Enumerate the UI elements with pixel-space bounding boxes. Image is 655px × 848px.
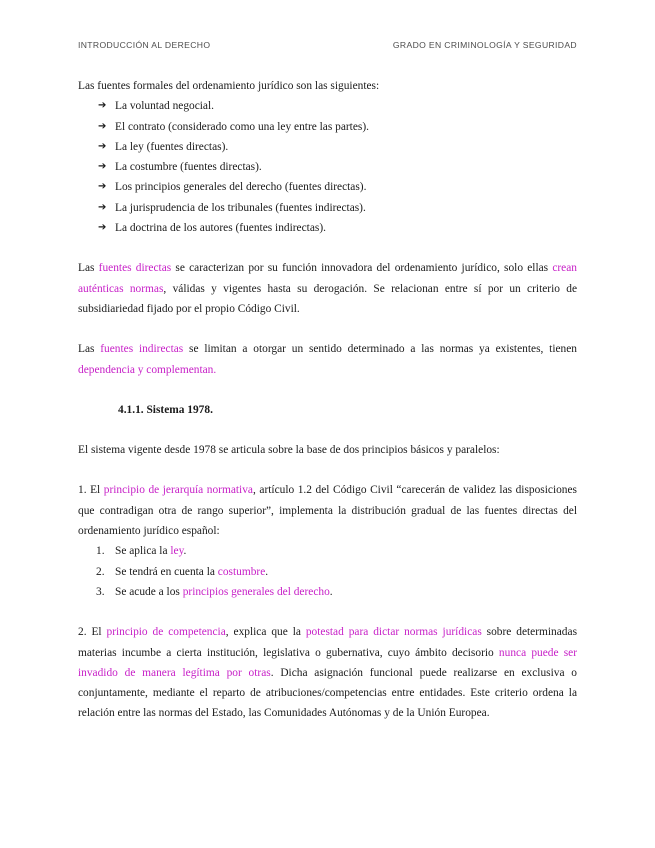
- highlight-term: principios generales del derecho: [182, 585, 330, 598]
- header-degree-title: GRADO EN CRIMINOLOGÍA Y SEGURIDAD: [392, 40, 577, 50]
- highlight-term: ley: [170, 545, 184, 558]
- highlight-term: crean auténticas normas: [78, 262, 577, 295]
- system-intro: El sistema vigente desde 1978 se articula sobre la base de dos principios básicos y paralelos:: [78, 444, 500, 457]
- list-item: 3. Se acude a los principios generales del derecho.: [96, 585, 333, 598]
- arrow-right-icon: ➔: [98, 181, 107, 193]
- sources-intro: Las fuentes formales del ordenamiento jurídico son las siguientes:: [78, 80, 380, 92]
- document-body: [78, 76, 577, 724]
- spacer: [78, 238, 577, 258]
- spacer: [78, 602, 577, 622]
- hierarchy-list: [78, 541, 577, 602]
- highlight-term: costumbre: [217, 565, 266, 578]
- highlight-term: dependencia y complementan.: [78, 363, 217, 376]
- highlight-term: fuentes directas: [98, 262, 172, 275]
- sources-list: [78, 96, 577, 238]
- spacer: [78, 460, 577, 480]
- highlight-term: fuentes indirectas: [100, 343, 184, 356]
- competence-principle-paragraph: 2. El principio de competencia, explica que la potestad para dictar normas jurídicas sobre determinadas materias incumbe a cierta institución, legislativa o gubernativa, cuyo ámbito decisorio nunca puede ser invadido de manera legítima por otras. Dicha asignación funcional puede realizarse en exclusiva o conjuntamente, mediante el reparto de atribuciones/competencias entre entidades. Este criterio ordena la relación entre las normas del Estado, las Comunidades Autónomas y de la Unión Europea.: [78, 626, 577, 720]
- spacer: [78, 420, 577, 440]
- hierarchy-principle-paragraph: 1. El principio de jerarquía normativa, artículo 1.2 del Código Civil “carecerán de validez las disposiciones que contradigan otra de rango superior”, implementa la distribución gradual de las fuentes directas del ordenamiento jurídico español:: [78, 484, 577, 538]
- header-course-title: INTRODUCCIÓN AL DERECHO: [78, 40, 211, 50]
- list-item: ➔ Los principios generales del derecho (fuentes directas).: [98, 177, 577, 197]
- arrow-right-icon: ➔: [98, 201, 107, 213]
- highlight-term: principio de jerarquía normativa: [103, 484, 253, 497]
- indirect-sources-paragraph: Las fuentes indirectas se limitan a otorgar un sentido determinado a las normas ya existentes, tienen dependencia y complementan.: [78, 343, 577, 376]
- list-item: ➔ La doctrina de los autores (fuentes indirectas).: [98, 218, 577, 238]
- list-item: ➔ La voluntad negocial.: [98, 96, 577, 116]
- arrow-right-icon: ➔: [98, 100, 107, 112]
- list-item: 1. Se aplica la ley.: [96, 545, 187, 558]
- direct-sources-paragraph: Las fuentes directas se caracterizan por su función innovadora del ordenamiento jurídico, solo ellas crean auténticas normas, válidas y vigentes hasta su derogación. Se relacionan entre sí por un criterio de subsidiariedad fijado por el propio Código Civil.: [78, 262, 578, 315]
- list-item: ➔ El contrato (considerado como una ley entre las partes).: [98, 117, 577, 137]
- arrow-right-icon: ➔: [98, 120, 107, 132]
- arrow-right-icon: ➔: [98, 222, 107, 234]
- highlight-term: principio de competencia: [106, 626, 226, 639]
- arrow-right-icon: ➔: [98, 140, 107, 152]
- section-heading: 4.1.1. Sistema 1978.: [118, 403, 213, 416]
- list-item: ➔ La costumbre (fuentes directas).: [98, 157, 577, 177]
- spacer: [78, 319, 577, 339]
- list-item: ➔ La jurisprudencia de los tribunales (fuentes indirectas).: [98, 198, 577, 218]
- arrow-right-icon: ➔: [98, 161, 107, 173]
- highlight-term: nunca puede ser invadido de manera legítima por otras: [78, 646, 577, 679]
- list-item: 2. Se tendrá en cuenta la costumbre.: [96, 565, 269, 578]
- list-item: ➔ La ley (fuentes directas).: [98, 137, 577, 157]
- highlight-term: potestad para dictar normas jurídicas: [305, 626, 482, 639]
- page-header: [78, 40, 577, 50]
- spacer: [78, 380, 577, 400]
